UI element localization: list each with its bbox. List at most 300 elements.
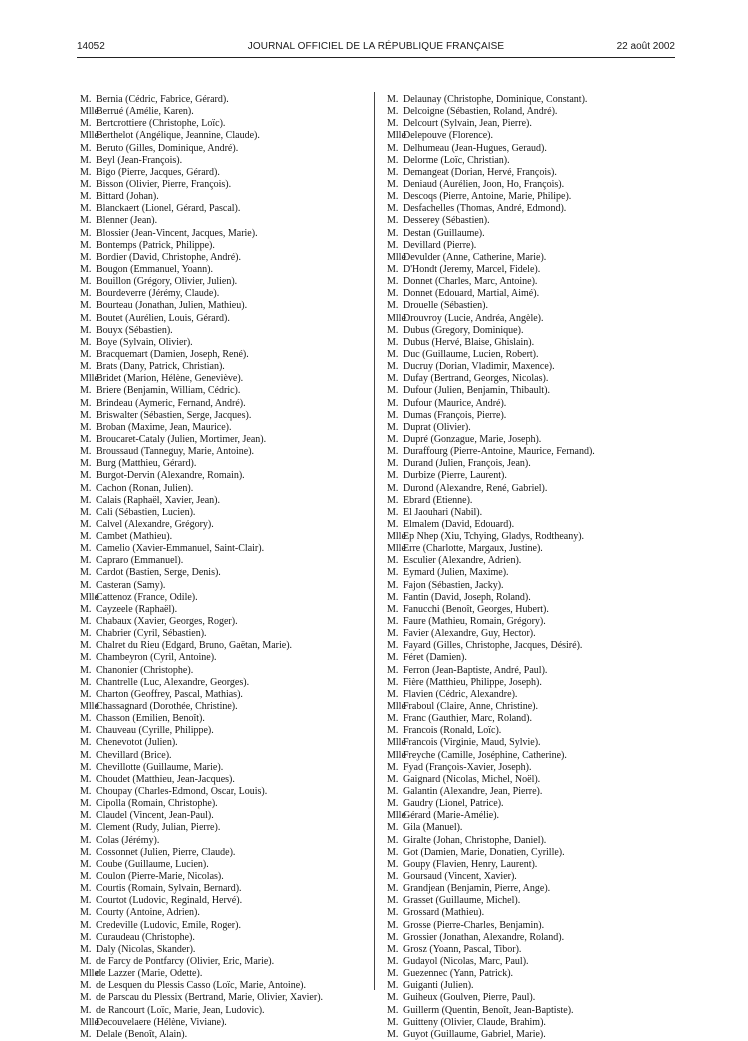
list-item <box>387 786 677 798</box>
civility-title: M. <box>80 531 92 543</box>
left-column <box>80 94 370 1041</box>
civility-title: M. <box>387 773 399 785</box>
person-name: Duprat (Olivier). <box>403 421 471 433</box>
person-name: Ferron (Jean-Baptiste, André, Paul). <box>403 664 548 676</box>
person-name: Chabaux (Xavier, Georges, Roger). <box>96 616 238 628</box>
civility-title: M. <box>80 980 92 992</box>
civility-title: M. <box>387 215 399 227</box>
list-item <box>80 325 370 337</box>
civility-title: M. <box>387 482 399 494</box>
person-name: Brats (Dany, Patrick, Christian). <box>96 361 225 373</box>
civility-title: M. <box>80 458 92 470</box>
list-item <box>80 883 370 895</box>
civility-title: Mlle <box>387 701 406 713</box>
list-item <box>80 300 370 312</box>
civility-title: Mlle <box>387 737 406 749</box>
person-name: Guiganti (Julien). <box>403 980 474 992</box>
list-item <box>80 228 370 240</box>
list-item <box>387 94 677 106</box>
person-name: Flavien (Cédric, Alexandre). <box>403 688 518 700</box>
person-name: Delorme (Loïc, Christian). <box>403 154 510 166</box>
civility-title: M. <box>80 713 92 725</box>
civility-title: M. <box>80 955 92 967</box>
person-name: Francois (Ronald, Loïc). <box>403 725 502 737</box>
civility-title: M. <box>387 106 399 118</box>
civility-title: M. <box>387 968 399 980</box>
list-item <box>80 871 370 883</box>
list-item <box>80 215 370 227</box>
person-name: Decouvelaere (Hélène, Viviane). <box>96 1016 227 1028</box>
person-name: Giralte (Johan, Christophe, Daniel). <box>403 834 547 846</box>
civility-title: M. <box>387 846 399 858</box>
civility-title: M. <box>387 628 399 640</box>
person-name: Burg (Matthieu, Gérard). <box>96 458 197 470</box>
list-item <box>387 677 677 689</box>
person-name: Chantrelle (Luc, Alexandre, Georges). <box>96 676 250 688</box>
list-item <box>80 130 370 142</box>
civility-title: Mlle <box>387 251 406 263</box>
civility-title: M. <box>80 579 92 591</box>
person-name: Descoqs (Pierre, Antoine, Marie, Philipe). <box>403 191 572 203</box>
civility-title: M. <box>387 288 399 300</box>
person-name: Franc (Gauthier, Marc, Roland). <box>403 713 532 725</box>
civility-title: M. <box>80 919 92 931</box>
person-name: Goupy (Flavien, Henry, Laurent). <box>403 858 538 870</box>
civility-title: M. <box>387 640 399 652</box>
person-name: Féret (Damien). <box>403 652 467 664</box>
civility-title: M. <box>387 348 399 360</box>
civility-title: M. <box>387 725 399 737</box>
list-item <box>387 106 677 118</box>
civility-title: Mlle <box>387 130 406 142</box>
list-item <box>387 470 677 482</box>
civility-title: M. <box>80 446 92 458</box>
civility-title: M. <box>80 725 92 737</box>
person-name: Gila (Manuel). <box>403 822 463 834</box>
person-name: Grosse (Pierre-Charles, Benjamin). <box>403 919 545 931</box>
list-item <box>80 507 370 519</box>
civility-title: Mlle <box>387 810 406 822</box>
person-name: de Rancourt (Loïc, Marie, Jean, Ludovic). <box>96 1004 265 1016</box>
person-name: Grasset (Guillaume, Michel). <box>403 895 521 907</box>
civility-title: M. <box>387 385 399 397</box>
list-item <box>80 495 370 507</box>
list-item <box>80 907 370 919</box>
list-item <box>80 847 370 859</box>
civility-title: M. <box>387 142 399 154</box>
person-name: Calais (Raphaël, Xavier, Jean). <box>96 494 220 506</box>
person-name: Chasson (Emilien, Benoît). <box>96 713 205 725</box>
person-name: Fière (Matthieu, Philippe, Joseph). <box>403 676 542 688</box>
list-item <box>387 325 677 337</box>
civility-title: Mlle <box>387 749 406 761</box>
list-item <box>80 276 370 288</box>
person-name: Bouillon (Grégory, Olivier, Julien). <box>96 276 238 288</box>
person-name: Broban (Maxime, Jean, Maurice). <box>96 421 232 433</box>
list-item <box>80 1017 370 1029</box>
civility-title: M. <box>80 834 92 846</box>
civility-title: M. <box>80 749 92 761</box>
civility-title: M. <box>80 895 92 907</box>
civility-title: M. <box>80 178 92 190</box>
list-item <box>80 94 370 106</box>
list-item <box>80 252 370 264</box>
person-name: Beruto (Gilles, Dominique, André). <box>96 142 239 154</box>
civility-title: M. <box>387 191 399 203</box>
person-name: Claudel (Vincent, Jean-Paul). <box>96 810 214 822</box>
list-item <box>387 580 677 592</box>
person-name: Bougon (Emmanuel, Yoann). <box>96 263 213 275</box>
list-item <box>387 410 677 422</box>
person-name: Fanucchi (Benoît, Georges, Hubert). <box>403 603 549 615</box>
person-name: Chalret du Rieu (Edgard, Bruno, Gaëtan, Marie). <box>96 640 293 652</box>
civility-title: M. <box>387 458 399 470</box>
person-name: de Lazzer (Marie, Odette). <box>96 968 203 980</box>
person-name: Broucaret-Cataly (Julien, Mortimer, Jean). <box>96 433 267 445</box>
list-item <box>80 604 370 616</box>
civility-title: Mlle <box>80 130 99 142</box>
list-item <box>80 665 370 677</box>
civility-title: M. <box>387 883 399 895</box>
list-item <box>80 580 370 592</box>
person-name: Elmalem (David, Edouard). <box>403 518 515 530</box>
person-name: Dumas (François, Pierre). <box>403 409 507 421</box>
list-item <box>80 519 370 531</box>
person-name: Broussaud (Tanneguy, Marie, Antoine). <box>96 446 255 458</box>
person-name: Blossier (Jean-Vincent, Jacques, Marie). <box>96 227 258 239</box>
list-item <box>80 652 370 664</box>
person-name: Choudet (Matthieu, Jean-Jacques). <box>96 773 235 785</box>
civility-title: M. <box>387 1028 399 1040</box>
person-name: Guyot (Guillaume, Gabriel, Marie). <box>403 1028 546 1040</box>
list-item <box>387 276 677 288</box>
person-name: Boye (Sylvain, Olivier). <box>96 336 193 348</box>
person-name: Blenner (Jean). <box>96 215 158 227</box>
civility-title: M. <box>80 482 92 494</box>
civility-title: M. <box>80 288 92 300</box>
person-name: Erre (Charlotte, Margaux, Justine). <box>403 543 543 555</box>
civility-title: M. <box>387 555 399 567</box>
person-name: Duc (Guillaume, Lucien, Robert). <box>403 348 539 360</box>
person-name: Courtis (Romain, Sylvain, Bernard). <box>96 883 242 895</box>
civility-title: M. <box>80 276 92 288</box>
civility-title: M. <box>80 227 92 239</box>
person-name: Burgot-Dervin (Alexandre, Romain). <box>96 470 245 482</box>
civility-title: M. <box>387 943 399 955</box>
person-name: Calvel (Alexandre, Grégory). <box>96 518 214 530</box>
person-name: Casteran (Samy). <box>96 579 166 591</box>
list-item <box>80 1005 370 1017</box>
civility-title: M. <box>80 761 92 773</box>
person-name: Colas (Jérémy). <box>96 834 160 846</box>
person-name: Chevillotte (Guillaume, Marie). <box>96 761 224 773</box>
person-name: Durbize (Pierre, Laurent). <box>403 470 507 482</box>
civility-title: M. <box>387 822 399 834</box>
list-item <box>387 361 677 373</box>
list-item <box>387 980 677 992</box>
list-item <box>80 701 370 713</box>
civility-title: M. <box>80 810 92 822</box>
person-name: Destan (Guillaume). <box>403 227 485 239</box>
person-name: Drouvroy (Lucie, Andréa, Angèle). <box>403 312 544 324</box>
person-name: Brindeau (Aymeric, Fernand, André). <box>96 397 246 409</box>
list-item <box>80 774 370 786</box>
list-item <box>80 446 370 458</box>
list-item <box>387 1005 677 1017</box>
civility-title: M. <box>387 433 399 445</box>
civility-title: M. <box>80 470 92 482</box>
civility-title: M. <box>80 1028 92 1040</box>
person-name: Bontemps (Patrick, Philippe). <box>96 239 215 251</box>
civility-title: M. <box>80 118 92 130</box>
person-name: Guiheux (Goulven, Pierre, Paul). <box>403 992 536 1004</box>
civility-title: M. <box>80 858 92 870</box>
person-name: Dufour (Julien, Benjamin, Thibault). <box>403 385 551 397</box>
civility-title: Mlle <box>80 591 99 603</box>
list-item <box>80 689 370 701</box>
civility-title: M. <box>387 688 399 700</box>
person-name: Cayzeele (Raphaël). <box>96 603 178 615</box>
civility-title: M. <box>80 518 92 530</box>
person-name: Gérard (Marie-Amélie). <box>403 810 500 822</box>
civility-title: M. <box>80 300 92 312</box>
civility-title: M. <box>80 664 92 676</box>
civility-title: M. <box>80 494 92 506</box>
list-item <box>80 240 370 252</box>
civility-title: M. <box>387 94 399 105</box>
person-name: Grosz (Yoann, Pascal, Tibor). <box>403 943 522 955</box>
person-name: Capraro (Emmanuel). <box>96 555 184 567</box>
civility-title: M. <box>80 1004 92 1016</box>
person-name: Coube (Guillaume, Lucien). <box>96 858 209 870</box>
list-item <box>387 191 677 203</box>
person-name: Delale (Benoît, Alain). <box>96 1028 188 1040</box>
list-item <box>80 167 370 179</box>
list-item <box>387 1017 677 1029</box>
person-name: Gaudry (Lionel, Patrice). <box>403 798 504 810</box>
list-item <box>80 385 370 397</box>
civility-title: M. <box>80 737 92 749</box>
list-item <box>80 592 370 604</box>
list-item <box>387 956 677 968</box>
list-item <box>387 750 677 762</box>
civility-title: M. <box>80 871 92 882</box>
list-item <box>80 786 370 798</box>
page-number: 14052 <box>77 41 105 52</box>
civility-title: Mlle <box>387 312 406 324</box>
person-name: Ebrard (Etienne). <box>403 494 473 506</box>
civility-title: M. <box>80 324 92 336</box>
list-item <box>387 798 677 810</box>
civility-title: M. <box>387 518 399 530</box>
civility-title: M. <box>80 142 92 154</box>
right-column <box>387 94 677 1041</box>
person-name: Berrué (Amélie, Karen). <box>96 106 194 118</box>
person-name: Guillerm (Quentin, Benoît, Jean-Baptiste). <box>403 1004 574 1016</box>
person-name: Camelio (Xavier-Emmanuel, Saint-Clair). <box>96 543 265 555</box>
person-name: Grossard (Mathieu). <box>403 907 485 919</box>
civility-title: M. <box>80 773 92 785</box>
list-item <box>387 495 677 507</box>
civility-title: M. <box>387 373 399 385</box>
person-name: Eymard (Julien, Maxime). <box>403 567 509 579</box>
list-item <box>80 422 370 434</box>
person-name: Bertcrottiere (Christophe, Loïc). <box>96 118 226 130</box>
list-item <box>80 980 370 992</box>
list-item <box>80 567 370 579</box>
civility-title: M. <box>387 421 399 433</box>
civility-title: M. <box>80 543 92 555</box>
person-name: Delhumeau (Jean-Hugues, Geraud). <box>403 142 547 154</box>
list-item <box>387 422 677 434</box>
civility-title: M. <box>80 506 92 518</box>
list-item <box>80 410 370 422</box>
person-name: Briswalter (Sébastien, Serge, Jacques). <box>96 409 252 421</box>
list-item <box>387 895 677 907</box>
civility-title: M. <box>387 276 399 288</box>
list-item <box>387 1029 677 1041</box>
list-item <box>387 349 677 361</box>
civility-title: M. <box>387 118 399 130</box>
person-name: Cardot (Bastien, Serge, Denis). <box>96 567 221 579</box>
person-name: Guezennec (Yann, Patrick). <box>403 968 514 980</box>
list-item <box>387 143 677 155</box>
civility-title: M. <box>80 409 92 421</box>
civility-title: M. <box>80 798 92 810</box>
civility-title: M. <box>387 470 399 482</box>
list-item <box>80 458 370 470</box>
person-name: Fyad (François-Xavier, Joseph). <box>403 761 532 773</box>
civility-title: M. <box>387 397 399 409</box>
civility-title: Mlle <box>80 373 99 385</box>
civility-title: M. <box>80 603 92 615</box>
list-item <box>80 713 370 725</box>
person-name: Devulder (Anne, Catherine, Marie). <box>403 251 547 263</box>
person-name: Chevillard (Brice). <box>96 749 172 761</box>
civility-title: M. <box>387 786 399 798</box>
person-name: Bridet (Marion, Hélène, Geneviève). <box>96 373 244 385</box>
list-item <box>387 567 677 579</box>
civility-title: M. <box>80 203 92 215</box>
civility-title: M. <box>387 798 399 810</box>
list-item <box>387 300 677 312</box>
person-name: Ep Nhep (Xiu, Tchying, Gladys, Rodtheany). <box>403 531 585 543</box>
person-name: Chenevotot (Julien). <box>96 737 178 749</box>
person-name: Chauveau (Cyrille, Philippe). <box>96 725 214 737</box>
list-item <box>80 203 370 215</box>
list-item <box>80 810 370 822</box>
list-item <box>387 604 677 616</box>
person-name: D'Hondt (Jeremy, Marcel, Fidele). <box>403 263 541 275</box>
civility-title: M. <box>387 591 399 603</box>
civility-title: M. <box>387 263 399 275</box>
civility-title: M. <box>387 579 399 591</box>
person-name: Dufay (Bertrand, Georges, Nicolas). <box>403 373 549 385</box>
civility-title: M. <box>387 713 399 725</box>
list-item <box>387 385 677 397</box>
list-item <box>387 203 677 215</box>
civility-title: M. <box>387 834 399 846</box>
civility-title: M. <box>387 324 399 336</box>
person-name: Freyche (Camille, Joséphine, Catherine). <box>403 749 567 761</box>
person-name: Deniaud (Aurélien, Joon, Ho, François). <box>403 178 565 190</box>
list-item <box>387 288 677 300</box>
list-item <box>80 398 370 410</box>
list-item <box>80 349 370 361</box>
list-item <box>387 130 677 142</box>
list-item <box>387 944 677 956</box>
person-name: Desfachelles (Thomas, André, Edmond). <box>403 203 567 215</box>
civility-title: M. <box>387 931 399 943</box>
person-name: Bisson (Olivier, Pierre, François). <box>96 178 232 190</box>
list-item <box>387 167 677 179</box>
civility-title: M. <box>80 676 92 688</box>
civility-title: M. <box>80 312 92 324</box>
list-item <box>80 762 370 774</box>
list-item <box>80 628 370 640</box>
civility-title: M. <box>387 494 399 506</box>
list-item <box>387 665 677 677</box>
list-item <box>387 652 677 664</box>
list-item <box>80 968 370 980</box>
civility-title: M. <box>387 676 399 688</box>
list-item <box>387 446 677 458</box>
person-name: Curaudeau (Christophe). <box>96 931 195 943</box>
civility-title: M. <box>80 166 92 178</box>
list-item <box>387 725 677 737</box>
civility-title: M. <box>80 215 92 227</box>
person-name: Fayard (Gilles, Christophe, Jacques, Désiré). <box>403 640 583 652</box>
person-name: Grandjean (Benjamin, Pierre, Ange). <box>403 883 551 895</box>
civility-title: M. <box>80 336 92 348</box>
person-name: Bernia (Cédric, Fabrice, Gérard). <box>96 94 229 105</box>
list-item <box>80 470 370 482</box>
person-name: Bourdeverre (Jérémy, Claude). <box>96 288 220 300</box>
list-item <box>80 373 370 385</box>
person-name: Favier (Alexandre, Guy, Hector). <box>403 628 536 640</box>
list-item <box>387 689 677 701</box>
person-name: Courtot (Ludovic, Reginald, Hervé). <box>96 895 243 907</box>
person-name: Bourteau (Jonathan, Julien, Mathieu). <box>96 300 248 312</box>
list-item <box>387 774 677 786</box>
list-item <box>387 543 677 555</box>
person-name: Charton (Geoffrey, Pascal, Mathias). <box>96 688 243 700</box>
civility-title: M. <box>387 992 399 1004</box>
list-item <box>387 215 677 227</box>
person-name: de Parscau du Plessix (Bertrand, Marie, Olivier, Xavier). <box>96 992 324 1004</box>
person-name: Chassagnard (Dorothée, Christine). <box>96 701 238 713</box>
list-item <box>387 531 677 543</box>
civility-title: M. <box>387 409 399 421</box>
civility-title: M. <box>80 361 92 373</box>
civility-title: M. <box>387 154 399 166</box>
list-item <box>387 822 677 834</box>
civility-title: M. <box>80 397 92 409</box>
civility-title: M. <box>80 348 92 360</box>
list-item <box>387 616 677 628</box>
person-name: Coulon (Pierre-Marie, Nicolas). <box>96 871 224 882</box>
list-item <box>387 118 677 130</box>
person-name: Drouelle (Sébastien). <box>403 300 488 312</box>
page-header <box>77 41 675 57</box>
person-name: Cambet (Mathieu). <box>96 531 173 543</box>
list-item <box>80 483 370 495</box>
person-name: Dupré (Gonzague, Marie, Joseph). <box>403 433 542 445</box>
civility-title: M. <box>80 251 92 263</box>
person-name: Donnet (Charles, Marc, Antoine). <box>403 276 538 288</box>
list-item <box>387 179 677 191</box>
person-name: Chanonier (Christophe). <box>96 664 194 676</box>
